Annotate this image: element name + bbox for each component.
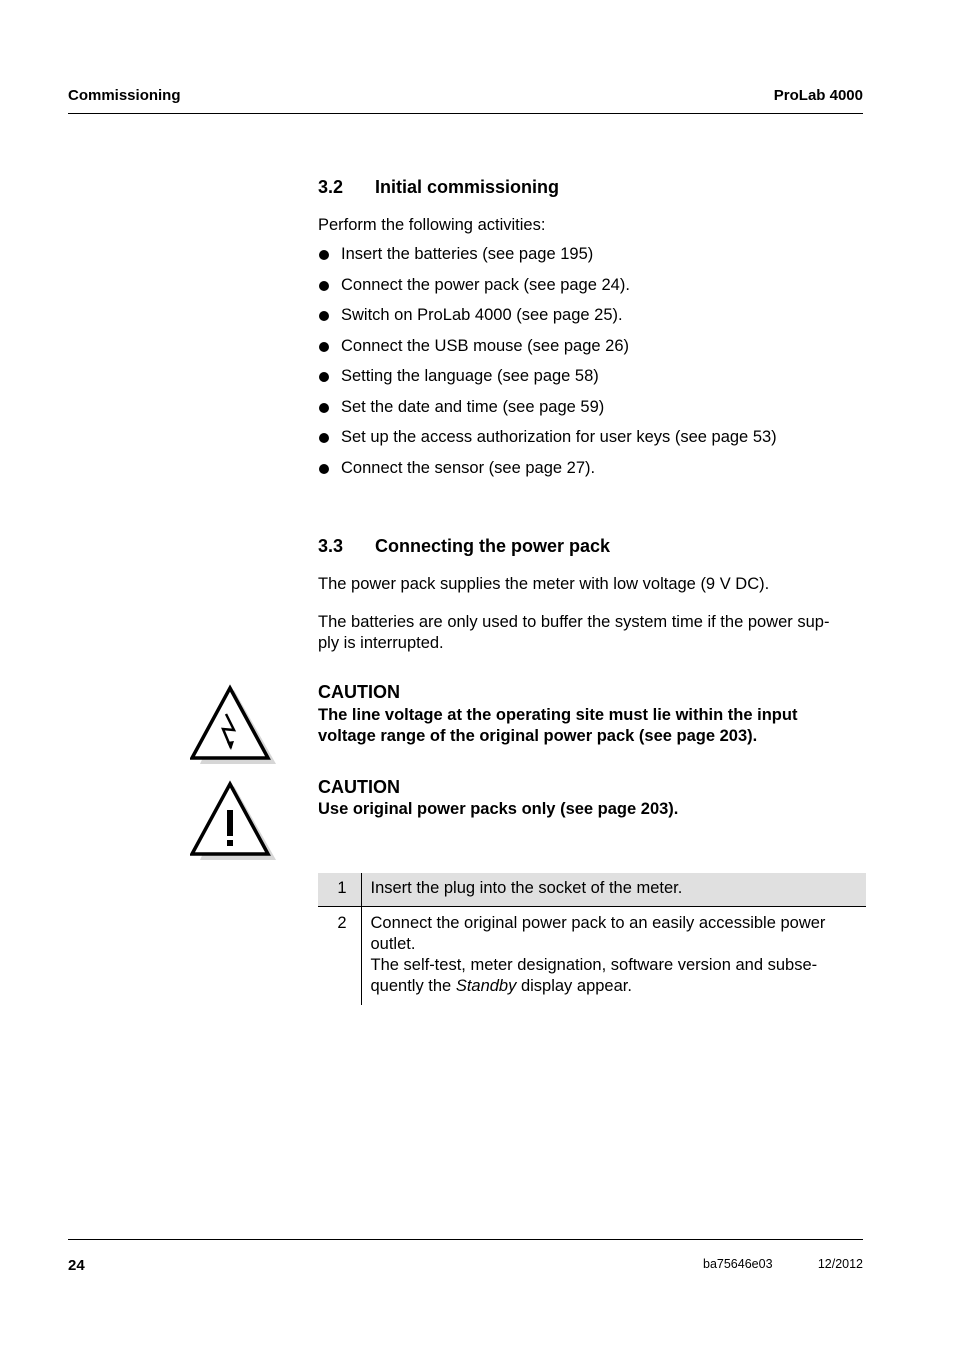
list-item: Connect the sensor (see page 27). bbox=[318, 458, 777, 489]
list-item: Switch on ProLab 4000 (see page 25). bbox=[318, 305, 777, 336]
document-date: 12/2012 bbox=[817, 1257, 863, 1271]
caution-title: CAUTION bbox=[318, 777, 400, 797]
running-header-product: ProLab 4000 bbox=[773, 87, 863, 104]
exclamation-warning-icon bbox=[190, 780, 278, 860]
list-item: Setting the language (see page 58) bbox=[318, 366, 777, 397]
caution-title: CAUTION bbox=[318, 682, 400, 702]
section-heading-3-3 bbox=[318, 536, 818, 558]
step-number: 1 bbox=[318, 873, 361, 906]
section-number: 3.3 bbox=[318, 536, 344, 556]
caution-text: The line voltage at the operating site must lie within the input voltage range of the original power pack (see page 203). bbox=[318, 706, 798, 745]
page-number: 24 bbox=[68, 1257, 85, 1274]
list-item: Connect the power pack (see page 24). bbox=[318, 275, 777, 306]
list-item: Insert the batteries (see page 195) bbox=[318, 244, 777, 275]
list-item: Set up the access authorization for user keys (see page 53) bbox=[318, 427, 777, 458]
caution-text: Use original power packs only (see page 203). bbox=[318, 800, 679, 818]
section-title: Initial commissioning bbox=[375, 177, 560, 197]
list-item: Connect the USB mouse (see page 26) bbox=[318, 336, 777, 367]
bullet-icon bbox=[319, 464, 329, 474]
procedure-steps-table bbox=[318, 873, 866, 1005]
list-item: Set the date and time (see page 59) bbox=[318, 397, 777, 428]
step-text: Connect the original power pack to an easily accessible power outlet. The self-test, meter designation, software version and subse- quently the Standby display appear. bbox=[370, 913, 826, 995]
bullet-icon bbox=[319, 403, 329, 413]
step-text: Insert the plug into the socket of the meter. bbox=[361, 873, 866, 906]
activity-list bbox=[318, 244, 777, 488]
footer-rule bbox=[68, 1239, 863, 1240]
battery-note: The batteries are only used to buffer the system time if the power sup- ply is interrupted. bbox=[318, 613, 830, 652]
table-row bbox=[318, 873, 866, 906]
bullet-icon bbox=[319, 342, 329, 352]
section-number: 3.2 bbox=[318, 177, 344, 197]
document-id: ba75646e03 bbox=[703, 1257, 773, 1271]
power-pack-description: The power pack supplies the meter with low voltage (9 V DC). bbox=[318, 575, 770, 593]
section-title: Connecting the power pack bbox=[375, 536, 611, 556]
bullet-icon bbox=[319, 433, 329, 443]
bullet-icon bbox=[319, 372, 329, 382]
table-row bbox=[318, 906, 866, 1005]
running-header-chapter: Commissioning bbox=[68, 87, 181, 104]
section-heading-3-2 bbox=[318, 177, 818, 199]
section-intro: Perform the following activities: bbox=[318, 216, 546, 234]
bullet-icon bbox=[319, 281, 329, 291]
bullet-icon bbox=[319, 250, 329, 260]
standby-term: Standby bbox=[455, 976, 517, 995]
step-number: 2 bbox=[318, 906, 361, 1005]
high-voltage-warning-icon bbox=[190, 684, 278, 764]
header-rule bbox=[68, 113, 863, 114]
bullet-icon bbox=[319, 311, 329, 321]
